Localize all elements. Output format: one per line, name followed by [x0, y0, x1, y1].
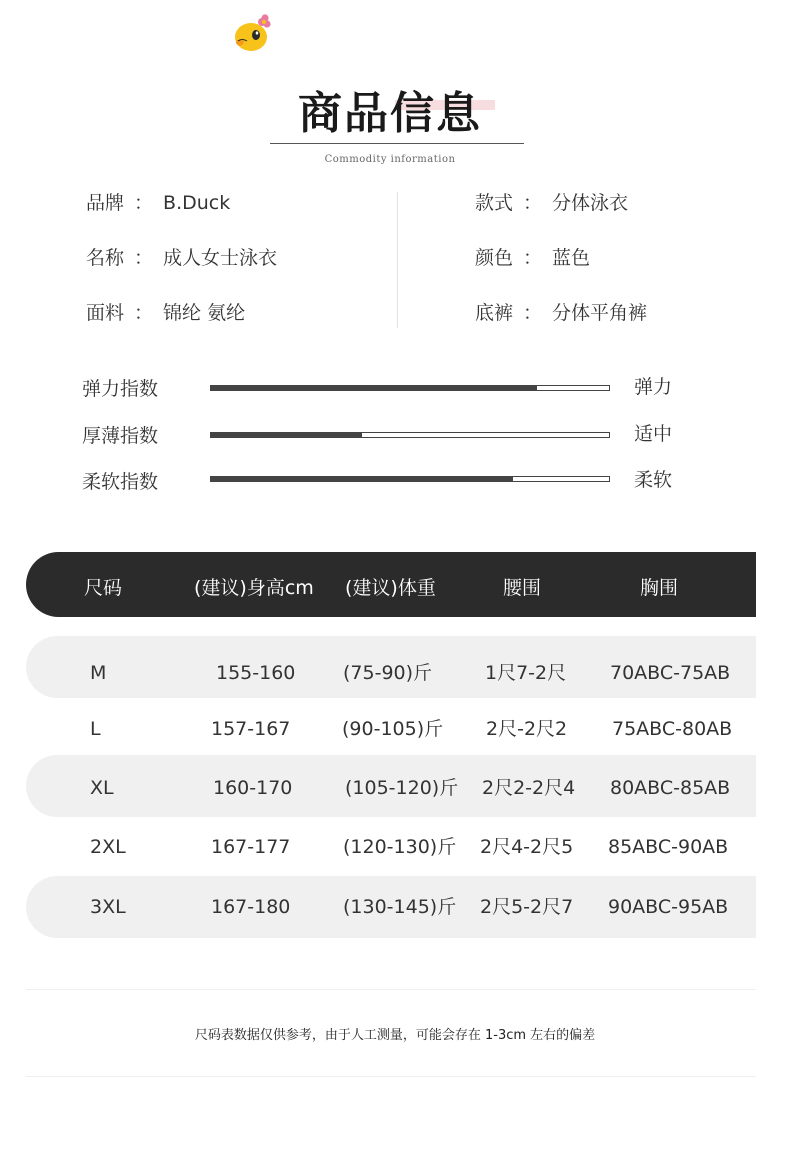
table-cell-bust: 70ABC-75AB — [610, 662, 731, 684]
info-value: 成人女士泳衣 — [163, 247, 278, 269]
table-cell-weight: (130-145)斤 — [343, 896, 457, 918]
table-cell-size: M — [90, 662, 107, 684]
info-brand — [86, 191, 230, 215]
table-cell-height: 160-170 — [213, 777, 293, 799]
info-separator: ： — [523, 302, 543, 324]
info-separator: ： — [523, 192, 543, 214]
table-cell-height: 167-177 — [211, 836, 291, 858]
elasticity-index-value: 弹力 — [634, 376, 673, 398]
thickness-index-fill — [211, 433, 362, 437]
info-separator: ： — [523, 247, 543, 269]
info-value: 蓝色 — [552, 247, 591, 269]
table-cell-height: 157-167 — [211, 718, 291, 740]
info-value: 分体泳衣 — [552, 192, 629, 214]
info-separator: ： — [134, 247, 154, 269]
table-cell-weight: (90-105)斤 — [342, 718, 444, 740]
info-label: 名称 — [86, 247, 125, 269]
note-top-rule — [26, 989, 756, 990]
title-underline — [270, 143, 524, 144]
header-waist: 腰围 — [503, 577, 542, 599]
page-title: 商品信息 — [298, 88, 482, 139]
table-cell-bust: 80ABC-85AB — [610, 777, 731, 799]
info-separator: ： — [134, 302, 154, 324]
header-bust: 胸围 — [640, 577, 679, 599]
table-cell-waist: 1尺7-2尺 — [485, 662, 567, 684]
elasticity-index-fill — [211, 386, 537, 390]
table-cell-weight: (120-130)斤 — [343, 836, 457, 858]
table-cell-waist: 2尺5-2尺7 — [480, 896, 574, 918]
softness-index-value: 柔软 — [634, 469, 673, 491]
table-cell-weight: (75-90)斤 — [343, 662, 433, 684]
info-label: 品牌 — [86, 192, 125, 214]
table-cell-size: 2XL — [90, 836, 126, 858]
table-cell-size: L — [90, 718, 101, 740]
info-fabric — [86, 301, 245, 325]
info-label: 款式 — [475, 192, 514, 214]
table-cell-size: 3XL — [90, 896, 126, 918]
duck-mascot-icon — [232, 14, 272, 52]
thickness-index-label: 厚薄指数 — [82, 425, 159, 447]
size-table-note: 尺码表数据仅供参考，由于人工测量，可能会存在 1-3cm 左右的偏差 — [194, 1028, 596, 1043]
info-separator: ： — [134, 192, 154, 214]
softness-index-bar — [210, 476, 610, 482]
info-name — [86, 246, 277, 270]
table-cell-waist: 2尺4-2尺5 — [480, 836, 574, 858]
info-label: 颜色 — [475, 247, 514, 269]
table-cell-size: XL — [90, 777, 114, 799]
table-cell-waist: 2尺-2尺2 — [486, 718, 568, 740]
table-cell-bust: 85ABC-90AB — [608, 836, 729, 858]
thickness-index-value: 适中 — [634, 423, 673, 445]
table-cell-bust: 90ABC-95AB — [608, 896, 729, 918]
table-cell-weight: (105-120)斤 — [345, 777, 459, 799]
info-value: B.Duck — [163, 192, 231, 214]
info-style — [475, 191, 628, 215]
header-size: 尺码 — [84, 577, 123, 599]
thickness-index-bar — [210, 432, 610, 438]
table-cell-waist: 2尺2-2尺4 — [482, 777, 576, 799]
info-value: 锦纶 氨纶 — [163, 302, 246, 324]
elasticity-index-label: 弹力指数 — [82, 378, 159, 400]
table-cell-bust: 75ABC-80AB — [612, 718, 733, 740]
table-cell-height: 155-160 — [216, 662, 296, 684]
info-value: 分体平角裤 — [552, 302, 648, 324]
header-height: (建议)身高cm — [194, 577, 314, 599]
info-color — [475, 246, 590, 270]
info-divider — [397, 192, 398, 328]
info-label: 面料 — [86, 302, 125, 324]
page-subtitle: Commodity information — [324, 154, 456, 165]
info-label: 底裤 — [475, 302, 514, 324]
note-bottom-rule — [26, 1076, 756, 1077]
header-weight: (建议)体重 — [345, 577, 436, 599]
table-cell-height: 167-180 — [211, 896, 291, 918]
elasticity-index-bar — [210, 385, 610, 391]
softness-index-label: 柔软指数 — [82, 471, 159, 493]
info-bottoms — [475, 301, 647, 325]
softness-index-fill — [211, 477, 513, 481]
